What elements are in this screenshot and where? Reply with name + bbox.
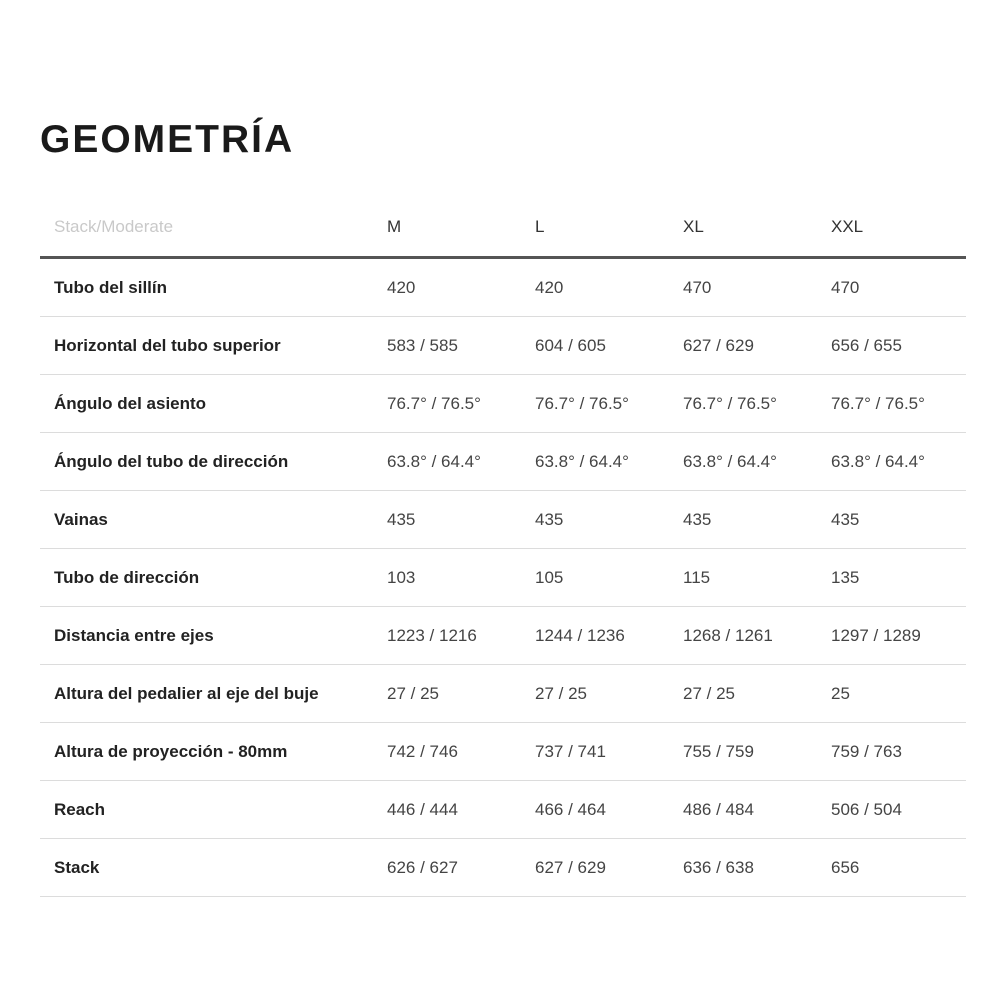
cell-value: 737 / 741 <box>521 723 669 781</box>
cell-value: 103 <box>373 549 521 607</box>
cell-value: 76.7° / 76.5° <box>817 375 966 433</box>
table-row <box>40 258 966 317</box>
size-header-l: L <box>521 198 669 258</box>
row-label: Altura del pedalier al eje del buje <box>40 665 373 723</box>
cell-value: 1268 / 1261 <box>669 607 817 665</box>
cell-value: 63.8° / 64.4° <box>373 433 521 491</box>
row-label: Vainas <box>40 491 373 549</box>
cell-value: 76.7° / 76.5° <box>521 375 669 433</box>
table-row <box>40 839 966 897</box>
row-label: Tubo de dirección <box>40 549 373 607</box>
row-label: Distancia entre ejes <box>40 607 373 665</box>
cell-value: 435 <box>521 491 669 549</box>
cell-value: 604 / 605 <box>521 317 669 375</box>
cell-value: 759 / 763 <box>817 723 966 781</box>
cell-value: 446 / 444 <box>373 781 521 839</box>
row-label: Altura de proyección - 80mm <box>40 723 373 781</box>
cell-value: 1223 / 1216 <box>373 607 521 665</box>
cell-value: 583 / 585 <box>373 317 521 375</box>
cell-value: 506 / 504 <box>817 781 966 839</box>
cell-value: 435 <box>817 491 966 549</box>
table-row <box>40 549 966 607</box>
cell-value: 626 / 627 <box>373 839 521 897</box>
cell-value: 115 <box>669 549 817 607</box>
size-header-m: M <box>373 198 521 258</box>
row-label: Stack <box>40 839 373 897</box>
cell-value: 636 / 638 <box>669 839 817 897</box>
cell-value: 435 <box>669 491 817 549</box>
cell-value: 755 / 759 <box>669 723 817 781</box>
table-row <box>40 433 966 491</box>
table-row <box>40 375 966 433</box>
table-row <box>40 781 966 839</box>
cell-value: 27 / 25 <box>669 665 817 723</box>
row-label: Ángulo del asiento <box>40 375 373 433</box>
cell-value: 627 / 629 <box>521 839 669 897</box>
row-label: Horizontal del tubo superior <box>40 317 373 375</box>
size-header-xxl: XXL <box>817 198 966 258</box>
row-label: Reach <box>40 781 373 839</box>
geometry-table <box>40 198 966 897</box>
header-label: Stack/Moderate <box>40 198 373 258</box>
cell-value: 435 <box>373 491 521 549</box>
cell-value: 63.8° / 64.4° <box>521 433 669 491</box>
cell-value: 420 <box>521 258 669 317</box>
cell-value: 1244 / 1236 <box>521 607 669 665</box>
cell-value: 76.7° / 76.5° <box>373 375 521 433</box>
cell-value: 486 / 484 <box>669 781 817 839</box>
cell-value: 63.8° / 64.4° <box>817 433 966 491</box>
cell-value: 656 <box>817 839 966 897</box>
table-row <box>40 665 966 723</box>
table-row <box>40 317 966 375</box>
page-title: GEOMETRÍA <box>40 118 295 161</box>
cell-value: 27 / 25 <box>373 665 521 723</box>
table-row <box>40 607 966 665</box>
table-row <box>40 491 966 549</box>
cell-value: 470 <box>817 258 966 317</box>
cell-value: 466 / 464 <box>521 781 669 839</box>
cell-value: 627 / 629 <box>669 317 817 375</box>
cell-value: 742 / 746 <box>373 723 521 781</box>
cell-value: 105 <box>521 549 669 607</box>
cell-value: 27 / 25 <box>521 665 669 723</box>
row-label: Ángulo del tubo de dirección <box>40 433 373 491</box>
cell-value: 25 <box>817 665 966 723</box>
cell-value: 656 / 655 <box>817 317 966 375</box>
cell-value: 76.7° / 76.5° <box>669 375 817 433</box>
cell-value: 63.8° / 64.4° <box>669 433 817 491</box>
cell-value: 135 <box>817 549 966 607</box>
cell-value: 420 <box>373 258 521 317</box>
table-row <box>40 723 966 781</box>
table-header-row <box>40 198 966 258</box>
cell-value: 470 <box>669 258 817 317</box>
row-label: Tubo del sillín <box>40 258 373 317</box>
size-header-xl: XL <box>669 198 817 258</box>
cell-value: 1297 / 1289 <box>817 607 966 665</box>
